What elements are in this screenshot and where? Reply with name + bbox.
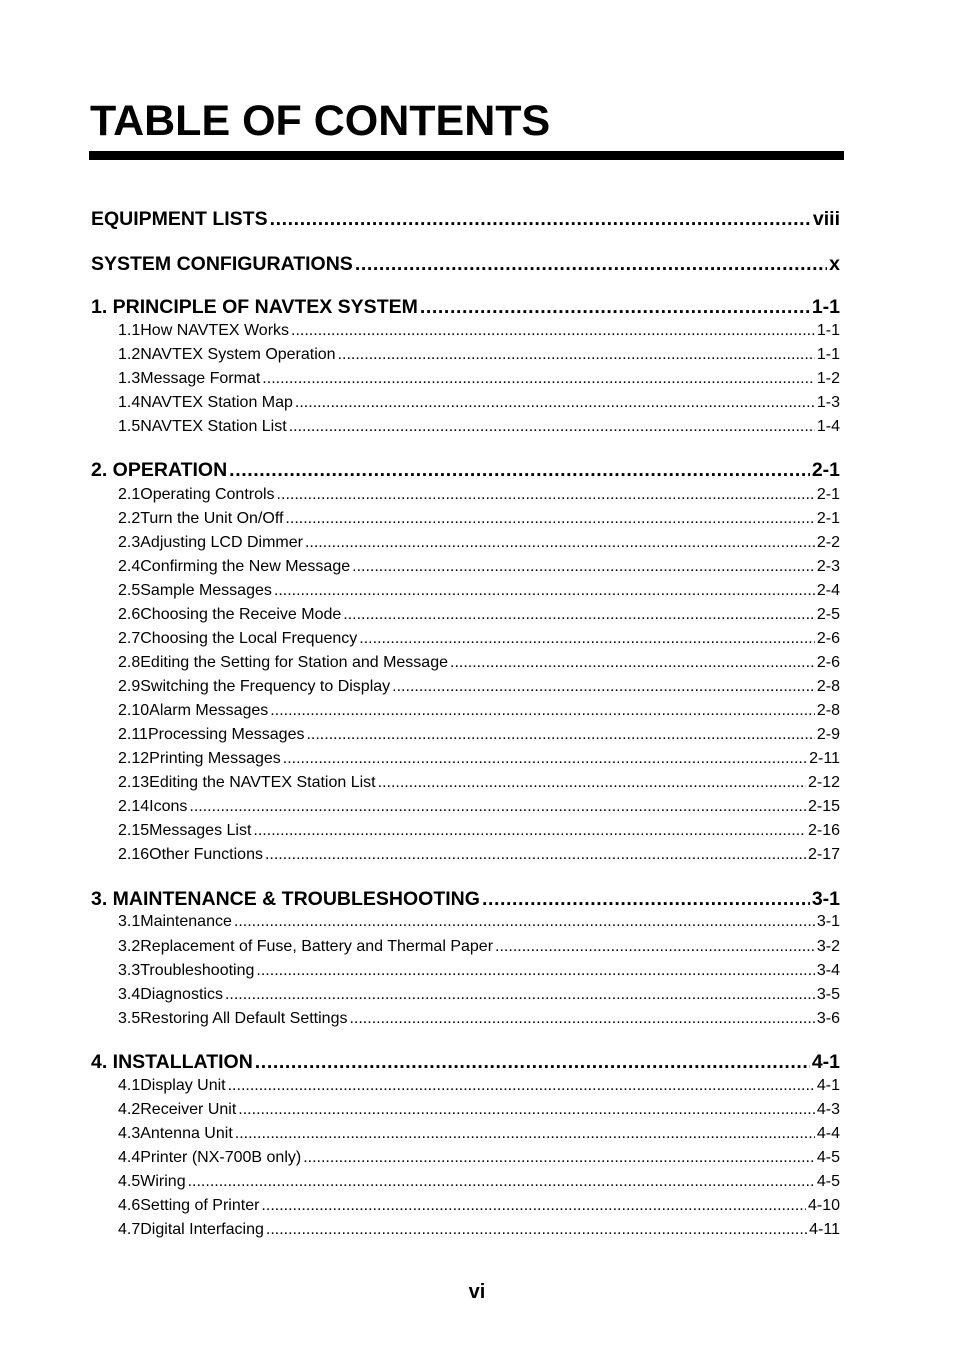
toc-section-entry[interactable]: [91, 748, 840, 770]
dot-leader: [289, 416, 815, 438]
toc-section-entry[interactable]: [91, 1123, 840, 1145]
dot-leader: [283, 748, 807, 770]
section-number: 2.16: [118, 846, 150, 863]
toc-section-entry[interactable]: [91, 344, 840, 366]
entry-title: Digital Interfacing: [140, 1221, 264, 1238]
entry-page-number: 2-15: [807, 798, 840, 815]
dot-leader: [261, 1195, 806, 1217]
section-number: 1.5: [118, 418, 141, 435]
dot-leader: [277, 484, 815, 506]
toc-chapter-entry[interactable]: [91, 457, 840, 483]
entry-title: SYSTEM CONFIGURATIONS: [91, 253, 353, 275]
toc-section-entry[interactable]: [91, 820, 840, 842]
entry-title: Switching the Frequency to Display: [140, 678, 391, 695]
toc-section-entry[interactable]: [91, 911, 840, 933]
entry-title: Diagnostics: [140, 986, 223, 1003]
dot-leader: [225, 984, 815, 1006]
section-number: 3.2: [118, 938, 141, 955]
dot-leader: [291, 320, 815, 342]
section-number: 4.2: [118, 1101, 141, 1118]
entry-title: Confirming the New Message: [140, 558, 351, 575]
entry-page-number: 2-4: [816, 582, 840, 599]
entry-title: Choosing the Receive Mode: [140, 606, 342, 623]
section-number: 2.2: [118, 510, 141, 527]
dot-leader: [270, 700, 815, 722]
dot-leader: [274, 580, 815, 602]
entry-page-number: 3-1: [811, 888, 840, 910]
entry-page-number: 2-6: [816, 630, 840, 647]
entry-page-number: 4-5: [816, 1173, 840, 1190]
toc-section-entry[interactable]: [91, 508, 840, 530]
entry-page-number: 1-1: [816, 322, 840, 339]
entry-title: 4. INSTALLATION: [91, 1051, 253, 1073]
toc-section-entry[interactable]: [91, 320, 840, 342]
entry-title: 2. OPERATION: [91, 459, 228, 481]
entry-title: Antenna Unit: [140, 1125, 233, 1142]
section-number: 1.2: [118, 346, 141, 363]
toc-section-entry[interactable]: [91, 532, 840, 554]
entry-title: Editing the Setting for Station and Message: [140, 654, 448, 671]
entry-page-number: 4-1: [816, 1077, 840, 1094]
dot-leader: [378, 772, 806, 794]
toc-section-entry[interactable]: [91, 844, 840, 866]
section-number: 3.1: [118, 913, 141, 930]
dot-leader: [495, 936, 815, 958]
toc-section-entry[interactable]: [91, 796, 840, 818]
toc-section-entry[interactable]: [91, 700, 840, 722]
section-number: 1.1: [118, 322, 141, 339]
section-number: 3.5: [118, 1010, 141, 1027]
section-number: 4.6: [118, 1197, 141, 1214]
dot-leader: [265, 844, 806, 866]
entry-title: EQUIPMENT LISTS: [91, 208, 268, 230]
entry-page-number: 4-4: [816, 1125, 840, 1142]
entry-title: NAVTEX Station Map: [140, 394, 293, 411]
section-number: 2.9: [118, 678, 141, 695]
entry-title: Troubleshooting: [140, 962, 255, 979]
section-number: 2.15: [118, 822, 150, 839]
entry-page-number: 3-4: [816, 962, 840, 979]
toc-section-entry[interactable]: [91, 1075, 840, 1097]
dot-leader: [285, 508, 814, 530]
dot-leader: [392, 676, 815, 698]
entry-title: Maintenance: [140, 913, 232, 930]
toc-section-entry[interactable]: [91, 1171, 840, 1193]
toc-section-entry[interactable]: [91, 652, 840, 674]
entry-page-number: 2-16: [807, 822, 840, 839]
dot-leader: [188, 1171, 815, 1193]
page-number: vi: [468, 1281, 486, 1303]
section-number: 2.1: [118, 486, 141, 503]
entry-page-number: 1-4: [816, 418, 840, 435]
entry-title: Alarm Messages: [149, 702, 269, 719]
section-number: 1.3: [118, 370, 141, 387]
toc-section-entry[interactable]: [91, 416, 840, 438]
entry-page-number: 2-8: [816, 678, 840, 695]
entry-page-number: 2-3: [816, 558, 840, 575]
page-title: TABLE OF CONTENTS: [90, 97, 551, 145]
toc-section-entry[interactable]: [91, 676, 840, 698]
section-number: 2.10: [118, 702, 150, 719]
toc-section-entry[interactable]: [91, 1195, 840, 1217]
entry-title: Processing Messages: [147, 726, 305, 743]
entry-title: Editing the NAVTEX Station List: [149, 774, 376, 791]
dot-leader: [234, 911, 815, 933]
entry-title: Operating Controls: [140, 486, 275, 503]
toc-section-entry[interactable]: [91, 1219, 840, 1241]
entry-page-number: 4-5: [816, 1149, 840, 1166]
dot-leader: [238, 1099, 815, 1121]
entry-title: Other Functions: [149, 846, 263, 863]
section-number: 4.5: [118, 1173, 141, 1190]
entry-page-number: 2-12: [807, 774, 840, 791]
toc-section-entry[interactable]: [91, 724, 840, 746]
entry-page-number: 4-3: [816, 1101, 840, 1118]
dot-leader: [295, 392, 815, 414]
section-number: 4.7: [118, 1221, 141, 1238]
section-number: 4.3: [118, 1125, 141, 1142]
toc-section-entry[interactable]: [91, 1147, 840, 1169]
dot-leader: [229, 457, 810, 483]
entry-title: Message Format: [140, 370, 261, 387]
dot-leader: [256, 960, 814, 982]
toc-section-entry[interactable]: [91, 604, 840, 626]
entry-page-number: 2-1: [816, 486, 840, 503]
section-number: 2.13: [118, 774, 150, 791]
toc-chapter-entry[interactable]: [91, 886, 840, 912]
entry-title: Setting of Printer: [140, 1197, 260, 1214]
entry-page-number: 1-3: [816, 394, 840, 411]
section-number: 3.3: [118, 962, 141, 979]
dot-leader: [338, 344, 815, 366]
entry-title: Receiver Unit: [140, 1101, 237, 1118]
toc-chapter-entry[interactable]: [91, 1049, 840, 1075]
entry-title: NAVTEX Station List: [140, 418, 287, 435]
section-number: 2.12: [118, 750, 150, 767]
entry-title: Replacement of Fuse, Battery and Thermal Paper: [140, 938, 494, 955]
entry-page-number: 2-11: [809, 750, 840, 767]
entry-page-number: 3-2: [816, 938, 840, 955]
dot-leader: [305, 532, 815, 554]
entry-title: NAVTEX System Operation: [140, 346, 336, 363]
entry-title: Adjusting LCD Dimmer: [140, 534, 303, 551]
toc-section-entry[interactable]: [91, 772, 840, 794]
toc-section-entry[interactable]: [91, 580, 840, 602]
entry-title: Printing Messages: [149, 750, 281, 767]
entry-title: Restoring All Default Settings: [140, 1010, 348, 1027]
section-number: 2.3: [118, 534, 141, 551]
entry-page-number: 2-8: [816, 702, 840, 719]
entry-page-number: 4-1: [811, 1051, 840, 1073]
entry-page-number: viii: [812, 208, 840, 230]
section-number: 2.5: [118, 582, 141, 599]
dot-leader: [359, 628, 815, 650]
entry-title: 1. PRINCIPLE OF NAVTEX SYSTEM: [91, 296, 418, 318]
dot-leader: [352, 556, 815, 578]
entry-title: 3. MAINTENANCE & TROUBLESHOOTING: [91, 888, 480, 910]
dot-leader: [482, 886, 810, 912]
dot-leader: [343, 604, 815, 626]
entry-title: Choosing the Local Frequency: [140, 630, 358, 647]
dot-leader: [303, 1147, 815, 1169]
dot-leader: [262, 368, 815, 390]
section-number: 2.14: [118, 798, 150, 815]
dot-leader: [228, 1075, 815, 1097]
entry-page-number: 1-1: [816, 346, 840, 363]
dot-leader: [355, 251, 827, 277]
entry-title: Icons: [149, 798, 188, 815]
section-number: 4.4: [118, 1149, 141, 1166]
toc-section-entry[interactable]: [91, 484, 840, 506]
entry-page-number: 1-2: [816, 370, 840, 387]
toc-chapter-entry[interactable]: [91, 251, 840, 277]
dot-leader: [189, 796, 806, 818]
section-number: 2.7: [118, 630, 141, 647]
toc-section-entry[interactable]: [91, 628, 840, 650]
entry-page-number: 4-10: [807, 1197, 840, 1214]
entry-title: Printer (NX-700B only): [140, 1149, 302, 1166]
entry-page-number: 3-1: [816, 913, 840, 930]
section-number: 3.4: [118, 986, 141, 1003]
entry-page-number: 1-1: [811, 296, 840, 318]
dot-leader: [450, 652, 815, 674]
section-number: 2.6: [118, 606, 141, 623]
section-number: 2.4: [118, 558, 141, 575]
toc-section-entry[interactable]: [91, 984, 840, 1006]
section-number: 2.11: [118, 726, 148, 743]
dot-leader: [255, 1049, 810, 1075]
entry-page-number: 4-11: [809, 1221, 840, 1238]
toc-chapter-entry[interactable]: [91, 206, 840, 232]
entry-title: Display Unit: [140, 1077, 226, 1094]
entry-page-number: 2-1: [816, 510, 840, 527]
entry-title: Sample Messages: [140, 582, 272, 599]
entry-page-number: 2-17: [807, 846, 840, 863]
toc-section-entry[interactable]: [91, 556, 840, 578]
toc-section-entry[interactable]: [91, 936, 840, 958]
entry-page-number: 2-1: [811, 459, 840, 481]
entry-title: Turn the Unit On/Off: [140, 510, 284, 527]
toc-section-entry[interactable]: [91, 960, 840, 982]
entry-page-number: 2-5: [816, 606, 840, 623]
section-number: 1.4: [118, 394, 141, 411]
entry-title: Messages List: [149, 822, 252, 839]
dot-leader: [420, 294, 810, 320]
toc-section-entry[interactable]: [91, 392, 840, 414]
section-number: 4.1: [118, 1077, 141, 1094]
dot-leader: [235, 1123, 815, 1145]
entry-page-number: 2-9: [816, 726, 840, 743]
toc-section-entry[interactable]: [91, 1099, 840, 1121]
dot-leader: [306, 724, 814, 746]
entry-page-number: 2-2: [816, 534, 840, 551]
dot-leader: [349, 1008, 814, 1030]
dot-leader: [270, 206, 811, 232]
entry-page-number: 3-6: [816, 1010, 840, 1027]
dot-leader: [253, 820, 806, 842]
toc-section-entry[interactable]: [91, 368, 840, 390]
section-number: 2.8: [118, 654, 141, 671]
entry-title: How NAVTEX Works: [140, 322, 290, 339]
toc-section-entry[interactable]: [91, 1008, 840, 1030]
entry-page-number: 2-6: [816, 654, 840, 671]
dot-leader: [266, 1219, 807, 1241]
entry-title: Wiring: [140, 1173, 186, 1190]
entry-page-number: x: [829, 253, 840, 275]
toc-chapter-entry[interactable]: [91, 294, 840, 320]
entry-page-number: 3-5: [816, 986, 840, 1003]
